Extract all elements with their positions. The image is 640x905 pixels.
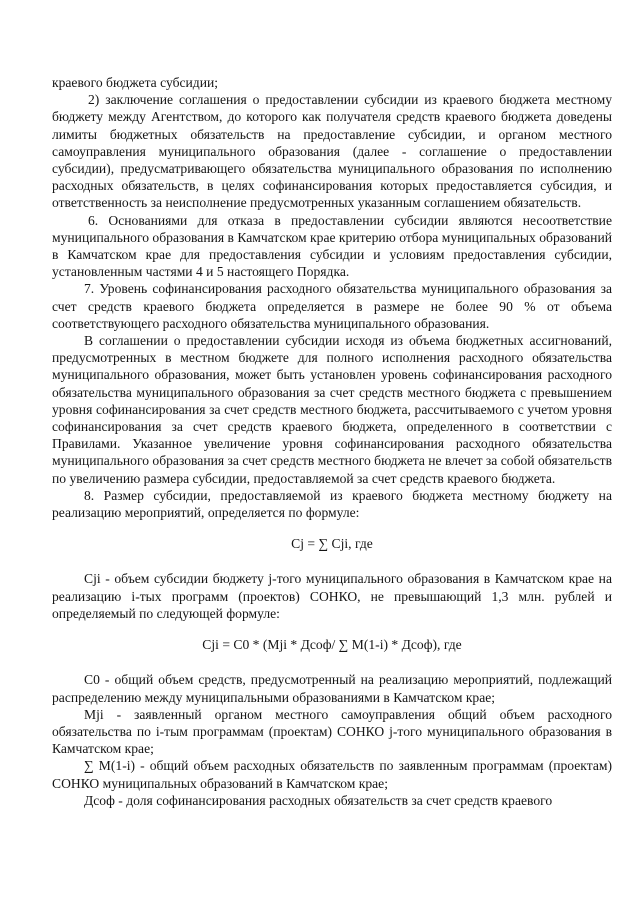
paragraph-subsidy-size: 8. Размер субсидии, предоставляемой из краевого бюджета местному бюджету на реализацию мероприятий, определяется по формуле:	[52, 487, 612, 521]
definition-c0: C0 - общий объем средств, предусмотренный на реализацию мероприятий, подлежащий распределению между муниципальными образованиями в Камчатском крае;	[52, 672, 612, 705]
definition-mji: Mji - заявленный органом местного самоуправления общий объем расходного обязательства по i-тым программам (проектам) СОНКО j-того муниципального образования в Камчатском крае;	[52, 706, 612, 757]
paragraph-agreement: 2) заключение соглашения о предоставлении субсидии из краевого бюджета местному бюджету между Агентством, до которого как получателя средств краевого бюджета доведены лимиты бюджетных обязательств на предоставление субсидии, и органом местного самоуправления муниципального образования (далее - соглашение о предоставлении субсидии), предусматривающего обязательства муниципального образования по исполнению расходных обязательств, в целях софинансирования которых предоставляется субсидия, и ответственность за неисполнение предусмотренных указанным соглашением обязательств.	[52, 92, 612, 211]
definition-dsof: Дсоф - доля софинансирования расходных обязательств за счет средств краевого	[84, 792, 553, 808]
paragraph-refusal-grounds: 6. Основаниями для отказа в предоставлении субсидии являются несоответствие муниципального образования в Камчатском крае критерию отбора муниципальных образований в Камчатском крае для предоставления субсидии и условиям предоставления субсидии, установленным частями 4 и 5 настоящего Порядка.	[52, 212, 612, 280]
formula-total: Cj = ∑ Cji, где	[291, 536, 373, 552]
paragraph-agreement-cofinancing: В соглашении о предоставлении субсидии исходя из объема бюджетных ассигнований, предусмотренных в местном бюджете для полного исполнения расходного обязательства муниципального образования, может быть установлен уровень софинансирования расходного обязательства муниципального образования за счет средств местного бюджета с превышением уровня софинансирования за счет средств местного бюджета, рассчитываемого с учетом уровня софинансирования за счет средств краевого бюджета, определенного в соответствии с Правилами. Указанное увеличение уровня софинансирования расходного обязательства муниципального образования за счет средств местного бюджета не влечет за собой обязательств по увеличению размера субсидии, предоставляемой за счет средств краевого бюджета.	[52, 333, 612, 486]
definition-sum-m: ∑ M(1-i) - общий объем расходных обязательств по заявленным программам (проектам) СОНКО муниципальных образований в Камчатском крае;	[52, 758, 612, 791]
paragraph-cofinancing-level: 7. Уровень софинансирования расходного обязательства муниципального образования за счет средств краевого бюджета определяется в размере не более 90 % от объема соответствующего расходного обязательства муниципального образования.	[52, 281, 612, 331]
document-page	[52, 74, 612, 809]
formula-cji: Cji = C0 * (Mji * Дсоф/ ∑ M(1-i) * Дсоф), где	[202, 637, 462, 653]
paragraph-cji-definition: Cji - объем субсидии бюджету j-того муниципального образования в Камчатском крае на реализацию i-тых программ (проектов) СОНКО, не превышающий 1,3 млн. рублей и определяемый по следующей формуле:	[52, 571, 612, 621]
paragraph-continuation: краевого бюджета субсидии;	[52, 75, 219, 90]
